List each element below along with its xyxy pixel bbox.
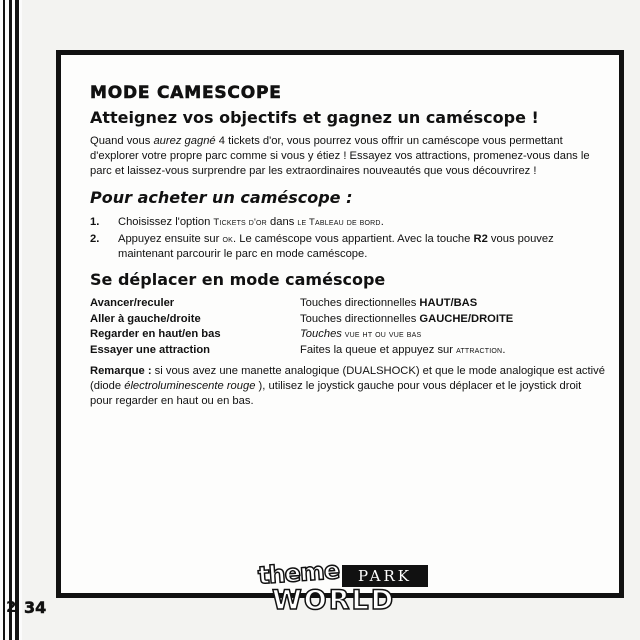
control-input bbox=[300, 327, 550, 343]
intro-paragraph bbox=[90, 134, 605, 179]
control-action: Aller à gauche/droite bbox=[90, 312, 201, 325]
step-text-part: . bbox=[380, 215, 384, 228]
step-item bbox=[90, 215, 605, 230]
content-frame bbox=[56, 50, 624, 598]
edge-page-mark: 2 bbox=[6, 598, 17, 616]
step-text-part: Appuyez ensuite sur bbox=[118, 232, 223, 245]
buy-steps bbox=[90, 215, 605, 262]
move-heading: Se déplacer en mode caméscope bbox=[90, 269, 386, 289]
step-number: 2. bbox=[90, 232, 100, 245]
controls-row bbox=[90, 296, 550, 312]
control-action: Regarder en haut/en bas bbox=[90, 328, 221, 341]
control-input bbox=[300, 296, 550, 312]
theme-park-world-logo bbox=[258, 553, 430, 623]
logo-park-text: PARK bbox=[342, 565, 428, 587]
step-text-part: . Le caméscope vous appartient. Avec la touche bbox=[233, 232, 474, 245]
intro-emphasis: aurez gagné bbox=[153, 135, 216, 148]
remark-label: Remarque : bbox=[90, 365, 152, 378]
option-name: Tickets d'or bbox=[213, 216, 267, 228]
button-name: ok bbox=[222, 233, 233, 245]
control-text: Touches bbox=[300, 328, 342, 341]
remark-emphasis: électroluminescente rouge bbox=[124, 380, 256, 393]
buy-heading: Pour acheter un caméscope : bbox=[90, 188, 353, 208]
control-text: Touches directionnelles bbox=[300, 312, 420, 325]
page-content bbox=[90, 83, 605, 419]
spine-line bbox=[15, 0, 19, 640]
page-subtitle: Atteignez vos objectifs et gagnez un caméscope ! bbox=[90, 108, 539, 127]
logo-theme-text: theme bbox=[257, 556, 341, 590]
spine-line bbox=[3, 0, 5, 640]
step-text-part: vous pouvez maintenant parcourir le parc en mode caméscope. bbox=[118, 232, 554, 260]
intro-text: Quand vous bbox=[90, 135, 154, 148]
control-action: Avancer/reculer bbox=[90, 297, 175, 310]
spine-line bbox=[9, 0, 12, 640]
control-input bbox=[300, 312, 550, 328]
control-keys: vue ht ou vue bas bbox=[341, 329, 422, 341]
menu-name: le Tableau de bord bbox=[297, 216, 381, 228]
control-text: Faites la queue et appuyez sur bbox=[300, 343, 457, 356]
step-number: 1. bbox=[90, 215, 100, 228]
step-item bbox=[90, 232, 605, 262]
remark-text: si vous avez une manette analogique (DUALSHOCK) et que le mode analogique est activé (diode bbox=[90, 365, 605, 393]
step-text-part: dans bbox=[266, 215, 298, 228]
step-text-part: Choisissez l'option bbox=[118, 215, 214, 228]
control-text: Touches directionnelles bbox=[300, 297, 420, 310]
button-name: R2 bbox=[473, 232, 488, 245]
controls-table bbox=[90, 296, 550, 358]
controls-row bbox=[90, 312, 550, 328]
control-keys: HAUT/BAS bbox=[419, 297, 478, 310]
remark-paragraph bbox=[90, 364, 605, 409]
control-keys: attraction bbox=[456, 344, 503, 356]
step-text bbox=[118, 232, 605, 262]
page-title: MODE CAMESCOPE bbox=[90, 83, 282, 103]
logo-world-text: WORLD bbox=[272, 585, 396, 616]
step-text bbox=[118, 215, 384, 230]
control-keys: GAUCHE/DROITE bbox=[419, 312, 514, 325]
remark-text: ), utilisez le joystick gauche pour vous déplacer et le joystick droit pour regarder en haut ou en bas. bbox=[90, 380, 582, 408]
controls-row bbox=[90, 327, 550, 343]
control-text: . bbox=[502, 343, 506, 356]
control-action: Essayer une attraction bbox=[90, 343, 211, 356]
page-number: 34 bbox=[24, 598, 47, 617]
intro-text: 4 tickets d'or, vous pourrez vous offrir un caméscope vous permettant d'explorer votre propre parc comme si vous y étiez ! Essayez vos attractions, promenez-vous dans le parc et laissez-vous surprendre par les extraordinaires nouveautés que vous découvrirez ! bbox=[90, 135, 590, 178]
book-spine bbox=[0, 0, 22, 640]
controls-row bbox=[90, 343, 550, 359]
control-input bbox=[300, 343, 550, 359]
